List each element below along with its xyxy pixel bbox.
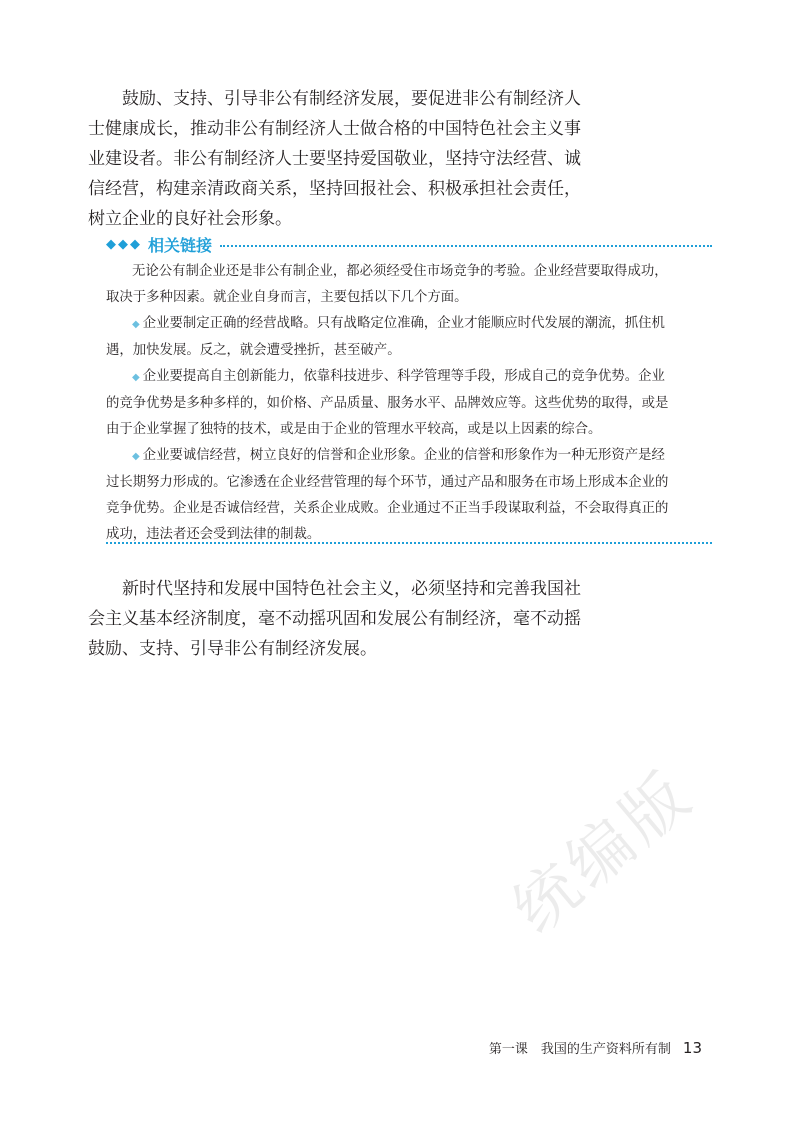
diamond-bullets-icon: ◆◆◆	[106, 236, 142, 252]
text-line: 树立企业的良好社会形象。	[88, 209, 292, 229]
diamond-bullet-icon: ◆	[132, 451, 140, 462]
text-line: 由于企业掌握了独特的技术，或是由于企业的管理水平较高，或是以上因素的综合。	[106, 422, 602, 437]
dotted-divider-bottom	[106, 542, 712, 544]
watermark: 统编版	[499, 756, 709, 949]
text-line: 取决于多种因素。就企业自身而言，主要包括以下几个方面。	[106, 290, 468, 305]
text-line: 企业要诚信经营，树立良好的信誉和企业形象。企业的信誉和形象作为一种无形资产是经	[142, 448, 665, 463]
list-item	[106, 311, 702, 338]
text-line: 鼓励、支持、引导非公有制经济发展。	[88, 639, 377, 659]
list-item	[106, 364, 702, 391]
diamond-bullet-icon: ◆	[132, 319, 140, 330]
text-line: 会主义基本经济制度，毫不动摇巩固和发展公有制经济，毫不动摇	[88, 609, 581, 629]
page-footer	[489, 1038, 702, 1057]
text-line: 遇，加快发展。反之，就会遭受挫折，甚至破产。	[106, 343, 401, 358]
body-paragraph-2	[88, 574, 581, 664]
diamond-bullet-icon: ◆	[132, 372, 140, 383]
text-line: 成功，违法者还会受到法律的制裁。	[106, 527, 321, 542]
text-line: 新时代坚持和发展中国特色社会主义，必须坚持和完善我国社	[122, 579, 581, 599]
text-line: 过长期努力形成的。它渗透在企业经营管理的每个环节，通过产品和服务在市场上形成本企业的	[106, 475, 669, 490]
related-link-header	[106, 233, 712, 255]
dotted-divider	[220, 245, 712, 247]
list-item	[106, 443, 702, 470]
text-line: 的竞争优势是多种多样的，如价格、产品质量、服务水平、品牌效应等。这些优势的取得，或是	[106, 396, 669, 411]
text-line: 竞争优势。企业是否诚信经营，关系企业成败。企业通过不正当手段谋取利益，不会取得真正的	[106, 501, 669, 516]
text-line: 企业要提高自主创新能力，依靠科技进步、科学管理等手段，形成自己的竞争优势。企业	[142, 369, 665, 384]
related-link-body	[106, 259, 702, 548]
body-paragraph-1	[88, 84, 581, 234]
related-link-title: 相关链接	[148, 235, 213, 255]
text-line: 士健康成长，推动非公有制经济人士做合格的中国特色社会主义事	[88, 119, 581, 139]
text-line: 企业要制定正确的经营战略。只有战略定位准确，企业才能顺应时代发展的潮流，抓住机	[142, 316, 665, 331]
text-line: 信经营，构建亲清政商关系，坚持回报社会、积极承担社会责任，	[88, 179, 581, 199]
chapter-title: 第一课 我国的生产资料所有制	[488, 1042, 671, 1057]
text-line: 无论公有制企业还是非公有制企业，都必须经受住市场竞争的考验。企业经营要取得成功，	[132, 264, 668, 279]
page-number: 13	[682, 1039, 702, 1057]
text-line: 鼓励、支持、引导非公有制经济发展，要促进非公有制经济人	[122, 89, 581, 109]
text-line: 业建设者。非公有制经济人士要坚持爱国敬业，坚持守法经营、诚	[88, 149, 581, 169]
